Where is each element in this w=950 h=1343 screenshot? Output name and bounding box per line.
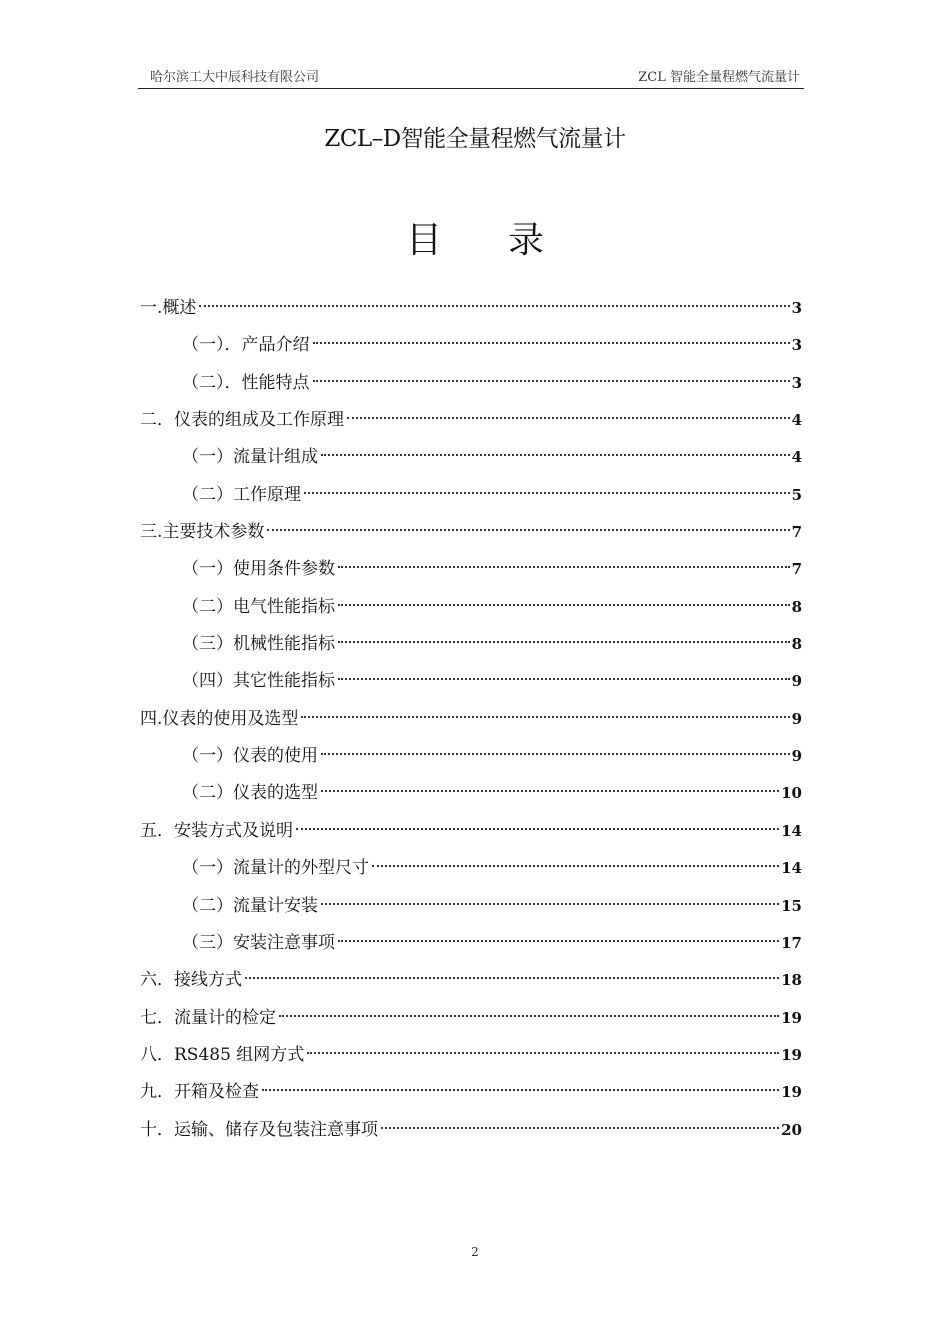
toc-dot-leader bbox=[245, 977, 779, 979]
toc-entry[interactable] bbox=[140, 1112, 802, 1149]
toc-entry-label: 五．安装方式及说明 bbox=[140, 820, 293, 841]
toc-entry-label: 六．接线方式 bbox=[140, 970, 242, 991]
toc-entry-page: 14 bbox=[781, 821, 802, 840]
header-product-name: ZCL 智能全量程燃气流量计 bbox=[638, 70, 800, 85]
toc-dot-leader bbox=[296, 828, 779, 830]
toc-entry-page: 4 bbox=[791, 448, 802, 467]
toc-dot-leader bbox=[321, 753, 790, 755]
toc-entry-label: 十．运输、储存及包装注意事项 bbox=[140, 1119, 378, 1140]
toc-entry-label: 八．RS485 组网方式 bbox=[140, 1044, 305, 1065]
toc-entry-page: 19 bbox=[781, 1045, 802, 1064]
toc-entry-page: 8 bbox=[791, 597, 802, 616]
toc-entry-label: （二）流量计安装 bbox=[182, 895, 318, 916]
toc-entry[interactable] bbox=[140, 551, 802, 588]
toc-entry-label: （三）安装注意事项 bbox=[182, 932, 335, 953]
toc-entry[interactable] bbox=[140, 1037, 802, 1074]
toc-entry[interactable] bbox=[140, 850, 802, 887]
toc-dot-leader bbox=[267, 529, 789, 531]
toc-dot-leader bbox=[262, 1089, 779, 1091]
toc-entry-page: 19 bbox=[781, 1083, 802, 1102]
toc-entry-label: 三.主要技术参数 bbox=[140, 522, 265, 543]
toc-dot-leader bbox=[321, 454, 790, 456]
toc-entry-label: （二）仪表的选型 bbox=[182, 783, 318, 804]
toc-dot-leader bbox=[381, 1127, 779, 1129]
toc-dot-leader bbox=[279, 1015, 779, 1017]
toc-dot-leader bbox=[321, 903, 779, 905]
toc-dot-leader bbox=[338, 604, 790, 606]
toc-entry-page: 3 bbox=[791, 299, 802, 317]
toc-dot-leader bbox=[313, 342, 790, 344]
toc-entry-label: （一）．产品介绍 bbox=[182, 335, 310, 356]
toc-entry-label: （二）．性能特点 bbox=[182, 372, 310, 393]
toc-entry[interactable] bbox=[140, 738, 802, 775]
toc-entry[interactable] bbox=[140, 813, 802, 850]
toc-heading-char-2: 录 bbox=[508, 220, 545, 261]
toc-entry[interactable] bbox=[140, 663, 802, 700]
toc-entry-label: 九．开箱及检查 bbox=[140, 1082, 259, 1103]
toc-entry-label: （一）流量计的外型尺寸 bbox=[182, 858, 369, 879]
toc-entry-label: 二．仪表的组成及工作原理 bbox=[140, 410, 344, 431]
toc-entry[interactable] bbox=[140, 1074, 802, 1111]
toc-entry[interactable] bbox=[140, 888, 802, 925]
toc-entry-page: 4 bbox=[791, 411, 802, 430]
toc-dot-leader bbox=[301, 716, 789, 718]
toc-entry[interactable] bbox=[140, 327, 802, 364]
header-company-name: 哈尔滨工大中辰科技有限公司 bbox=[150, 70, 320, 85]
toc-entry[interactable] bbox=[140, 477, 802, 514]
toc-entry-page: 8 bbox=[791, 635, 802, 654]
toc-entry-page: 9 bbox=[791, 709, 802, 728]
toc-entry-label: 四.仪表的使用及选型 bbox=[140, 708, 299, 729]
toc-entry-label: （四）其它性能指标 bbox=[182, 671, 335, 692]
toc-entry[interactable] bbox=[140, 1000, 802, 1037]
toc-dot-leader bbox=[338, 940, 779, 942]
toc-entry[interactable] bbox=[140, 290, 802, 327]
page-header bbox=[138, 62, 804, 89]
toc-entry-label: 七．流量计的检定 bbox=[140, 1007, 276, 1028]
toc-dot-leader bbox=[199, 305, 789, 307]
toc-entry-page: 9 bbox=[791, 747, 802, 766]
toc-entry[interactable] bbox=[140, 514, 802, 551]
toc-dot-leader bbox=[372, 865, 779, 867]
toc-entry[interactable] bbox=[140, 402, 802, 439]
toc-entry-page: 3 bbox=[791, 336, 802, 355]
toc-entry-page: 17 bbox=[781, 933, 802, 952]
toc-entry[interactable] bbox=[140, 365, 802, 402]
toc-dot-leader bbox=[307, 1052, 779, 1054]
page-number: 2 bbox=[471, 1245, 479, 1259]
toc-dot-leader bbox=[347, 417, 790, 419]
toc-entry[interactable] bbox=[140, 925, 802, 962]
toc-entry-label: （一）流量计组成 bbox=[182, 447, 318, 468]
toc-dot-leader bbox=[304, 492, 790, 494]
toc-entry-label: （三）机械性能指标 bbox=[182, 634, 335, 655]
toc-entry-label: （二）电气性能指标 bbox=[182, 596, 335, 617]
toc-dot-leader bbox=[338, 678, 790, 680]
table-of-contents bbox=[140, 290, 802, 1149]
toc-dot-leader bbox=[313, 380, 790, 382]
toc-entry-label: 一.概述 bbox=[140, 298, 197, 318]
document-title: ZCL–D智能全量程燃气流量计 bbox=[324, 126, 626, 152]
toc-entry-label: （一）仪表的使用 bbox=[182, 746, 318, 767]
toc-entry-page: 18 bbox=[781, 971, 802, 990]
toc-entry-page: 19 bbox=[781, 1008, 802, 1027]
toc-entry[interactable] bbox=[140, 626, 802, 663]
toc-entry-page: 7 bbox=[791, 560, 802, 579]
toc-dot-leader bbox=[321, 790, 779, 792]
toc-entry-label: （一）使用条件参数 bbox=[182, 559, 335, 580]
toc-entry-label: （二）工作原理 bbox=[182, 484, 301, 505]
toc-entry[interactable] bbox=[140, 439, 802, 476]
toc-entry-page: 15 bbox=[781, 896, 802, 915]
toc-entry-page: 7 bbox=[791, 523, 802, 542]
toc-entry[interactable] bbox=[140, 701, 802, 738]
toc-dot-leader bbox=[338, 641, 790, 643]
toc-heading-char-1: 目 bbox=[405, 220, 442, 261]
toc-entry-page: 14 bbox=[781, 859, 802, 878]
toc-entry-page: 20 bbox=[781, 1120, 802, 1139]
toc-entry[interactable] bbox=[140, 589, 802, 626]
toc-entry-page: 3 bbox=[791, 373, 802, 392]
toc-dot-leader bbox=[338, 566, 790, 568]
toc-entry-page: 5 bbox=[791, 485, 802, 504]
toc-entry-page: 9 bbox=[791, 672, 802, 691]
toc-entry[interactable] bbox=[140, 962, 802, 999]
toc-heading bbox=[0, 212, 950, 263]
toc-entry-page: 10 bbox=[781, 784, 802, 803]
toc-entry[interactable] bbox=[140, 775, 802, 812]
